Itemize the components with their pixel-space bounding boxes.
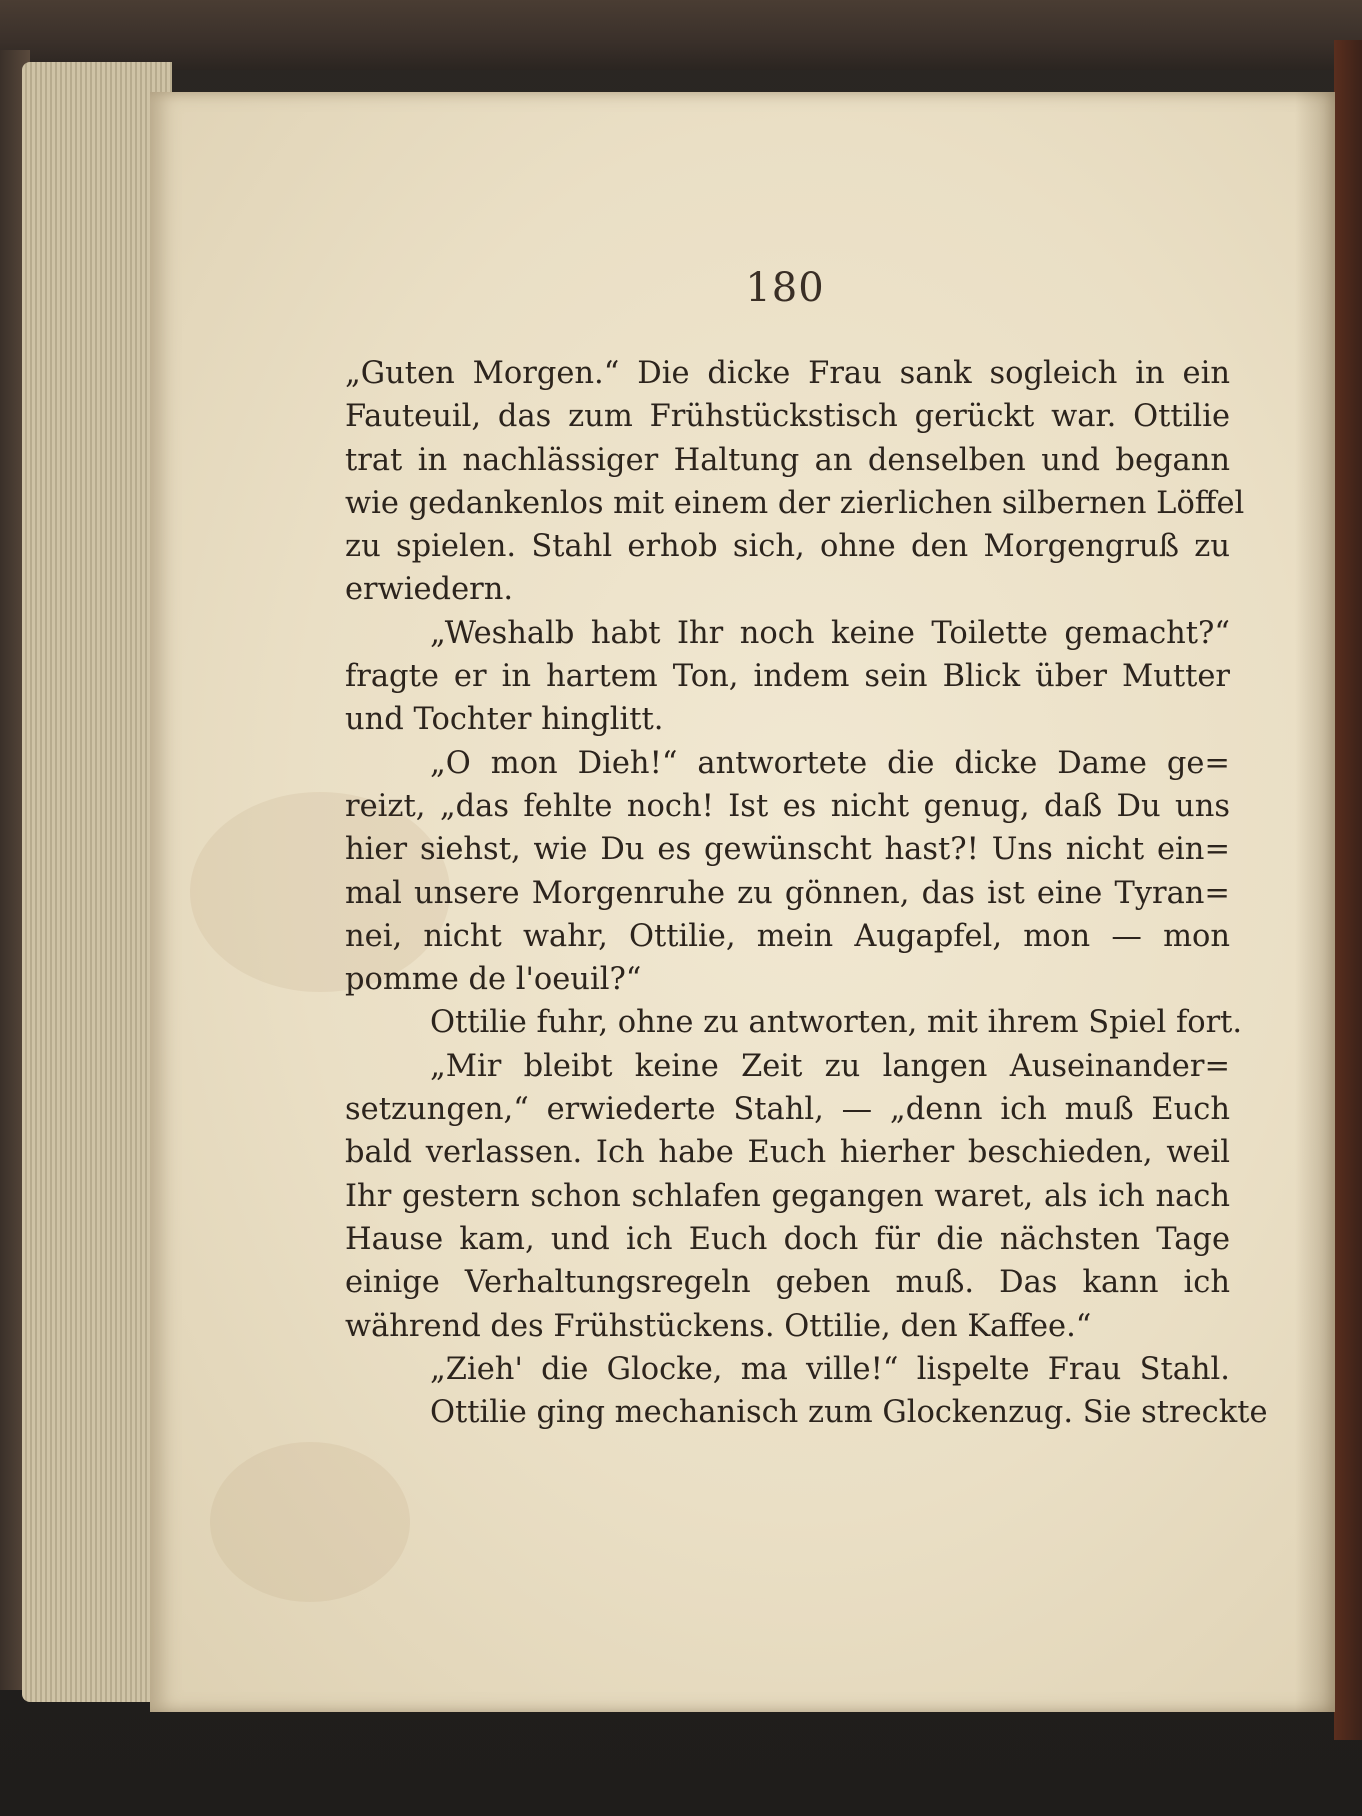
text-line: Ihr gestern schon schlafen gegangen waret, als ich nach: [345, 1178, 1230, 1214]
text-line: mal unsere Morgenruhe zu gönnen, das ist eine Tyran=: [345, 875, 1230, 911]
text-line: wie gedankenlos mit einem der zierlichen silbernen Löffel: [345, 485, 1245, 521]
page-number: 180: [745, 265, 825, 311]
page-gutter: [1295, 92, 1335, 1712]
paper-stain: [210, 1442, 410, 1602]
text-line: „O mon Dieh!“ antwortete die dicke Dame ge=: [430, 745, 1230, 781]
text-line: setzungen,“ erwiederte Stahl, — „denn ich muß Euch: [345, 1092, 1230, 1128]
text-line: „Zieh' die Glocke, ma ville!“ lispelte Frau Stahl.: [430, 1351, 1230, 1387]
text-line: fragte er in hartem Ton, indem sein Blick über Mutter: [345, 659, 1230, 695]
book-cover-top: [0, 0, 1362, 70]
text-line: hier siehst, wie Du es gewünscht hast?! Uns nicht ein=: [345, 832, 1230, 868]
text-line: Hause kam, und ich Euch doch für die nächsten Tage: [345, 1221, 1230, 1257]
text-line: „Mir bleibt keine Zeit zu langen Auseinander=: [430, 1048, 1230, 1084]
text-line: zu spielen. Stahl erhob sich, ohne den Morgengruß zu: [345, 529, 1230, 565]
text-line: reizt, „das fehlte noch! Ist es nicht genug, daß Du uns: [345, 788, 1230, 824]
text-line: „Guten Morgen.“ Die dicke Frau sank sogleich in ein: [345, 356, 1230, 391]
text-line: pomme de l'oeuil?“: [345, 962, 642, 998]
text-line: erwiedern.: [345, 572, 514, 608]
text-line: bald verlassen. Ich habe Euch hierher beschieden, weil: [345, 1135, 1230, 1171]
text-line: Ottilie fuhr, ohne zu antworten, mit ihrem Spiel fort.: [430, 1005, 1243, 1041]
text-line: „Weshalb habt Ihr noch keine Toilette gemacht?“: [430, 615, 1230, 651]
text-line: während des Frühstückens. Ottilie, den Kaffee.“: [345, 1308, 1092, 1344]
text-line: Fauteuil, das zum Frühstückstisch gerückt war. Ottilie: [345, 399, 1230, 435]
text-line: trat in nachlässiger Haltung an denselben und begann: [345, 442, 1230, 478]
text-line: nei, nicht wahr, Ottilie, mein Augapfel, mon — mon: [345, 918, 1230, 954]
book-cover-right: [1334, 40, 1362, 1740]
text-line: und Tochter hinglitt.: [345, 702, 664, 738]
text-line: einige Verhaltungsregeln geben muß. Das kann ich: [345, 1265, 1230, 1301]
text-line: Ottilie ging mechanisch zum Glockenzug. Sie streckte: [430, 1395, 1268, 1431]
page-text: [345, 352, 1268, 1434]
